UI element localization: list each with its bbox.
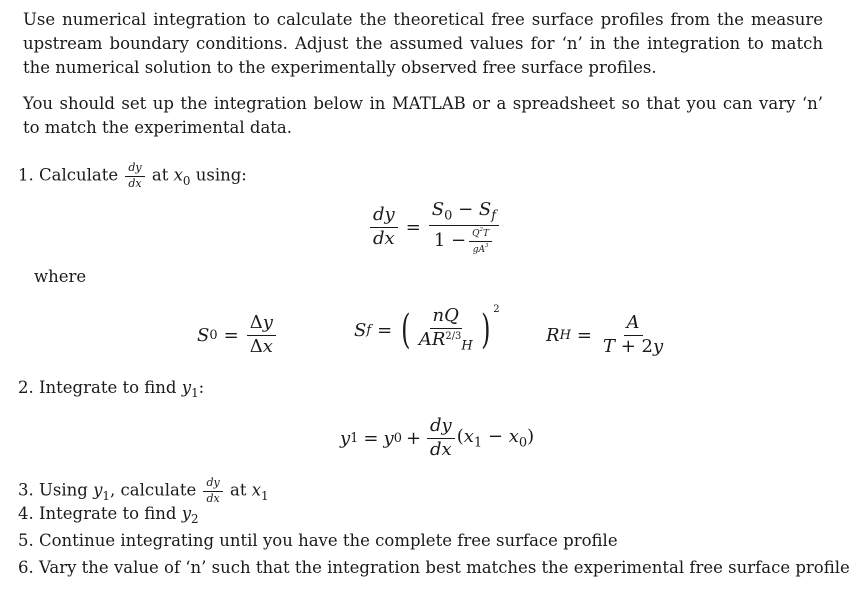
step-6: 6. Vary the value of ‘n’ such that the integration best matches the experimental free surface profile bbox=[18, 558, 850, 577]
equation-dydx: $\frac{dy}{dx}$ = $S_0 - S_f$ 1 − $\frac{Q^2T}{gA^3}$ bbox=[368, 200, 501, 255]
equation-rh: R H = $\frac{A}{T + 2y}$ bbox=[546, 312, 664, 357]
step-3: 3. Using $y_1$, calculate $\frac{dy}{dx}$ at $x_1$ bbox=[18, 476, 269, 505]
step-1: 1. Calculate $\frac{dy}{dx}$ at $x_0$ using: bbox=[18, 161, 247, 190]
equation-sf: S f = ( $\frac{nQ}{AR^{2/3}_H}$ ) 2 bbox=[354, 304, 500, 354]
step-4: 4. Integrate to find $y_2$ bbox=[18, 504, 199, 527]
intro-paragraph-2: You should set up the integration below in MATLAB or a spreadsheet so that you can vary ‘n’ to match the experimental data. bbox=[23, 94, 823, 137]
where-label: where bbox=[34, 267, 87, 286]
equation-s0: S 0 = $\frac{\Delta y}{\Delta x}$ bbox=[197, 313, 278, 357]
step-2: 2. Integrate to find $y_1$: bbox=[18, 378, 205, 401]
equation-y1: y 1 = y 0 + $\frac{dy}{dx}$ $(x_1 - x_0)$ bbox=[340, 415, 535, 460]
dy-dx-inline: $\frac{dy}{dx}$ bbox=[125, 162, 144, 190]
intro-paragraph-1: Use numerical integration to calculate the theoretical free surface profiles from the measure upstream boundary conditions. Adjust the assumed values for ‘n’ in the integration to match the numerical solution to the experimentally observed free surface profiles. bbox=[23, 10, 823, 77]
step-5: 5. Continue integrating until you have the complete free surface profile bbox=[18, 531, 618, 550]
